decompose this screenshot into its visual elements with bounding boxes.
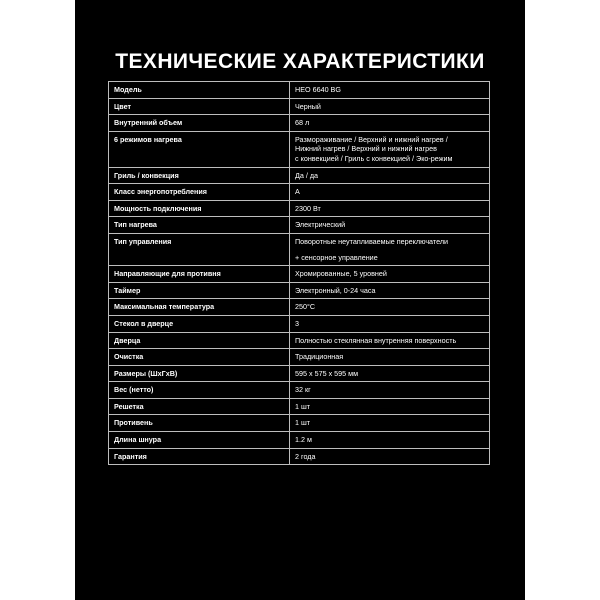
spec-value: [290, 382, 490, 399]
spec-value-line: 68 л: [295, 118, 310, 128]
spec-row: [109, 266, 490, 283]
spec-value: [290, 200, 490, 217]
spec-label: Дверца: [109, 332, 290, 349]
spec-label: Вес (нетто): [109, 382, 290, 399]
spec-value: [290, 266, 490, 283]
spec-value: [290, 432, 490, 449]
spec-value: [290, 315, 490, 332]
spec-value: [290, 82, 490, 99]
spec-value: [290, 115, 490, 132]
spec-value-line: 2 года: [295, 451, 316, 461]
spec-row: [109, 82, 490, 99]
spec-value: [290, 233, 490, 265]
spec-value-line: Полностью стеклянная внутренняя поверхность: [295, 335, 457, 345]
spec-label: Мощность подключения: [109, 200, 290, 217]
spec-value: [290, 299, 490, 316]
spec-value-line: 1 шт: [295, 418, 311, 428]
spec-row: [109, 398, 490, 415]
spec-row: [109, 332, 490, 349]
spec-label: Тип управления: [109, 233, 290, 265]
spec-label: Модель: [109, 82, 290, 99]
spec-value: [290, 167, 490, 184]
spec-label: Длина шнура: [109, 432, 290, 449]
spec-value: [290, 365, 490, 382]
spec-row: [109, 382, 490, 399]
spec-row: [109, 315, 490, 332]
spec-row: [109, 98, 490, 115]
spec-row: [109, 167, 490, 184]
spec-row: [109, 415, 490, 432]
spec-value-line: Электронный, 0-24 часа: [295, 285, 376, 295]
spec-row: [109, 282, 490, 299]
page-title: ТЕХНИЧЕСКИЕ ХАРАКТЕРИСТИКИ: [115, 50, 485, 73]
spec-value-line: Традиционная: [295, 352, 344, 362]
spec-label: Класс энергопотребления: [109, 184, 290, 201]
spec-label: Гриль / конвекция: [109, 167, 290, 184]
spec-label: Гарантия: [109, 448, 290, 465]
spec-value: [290, 349, 490, 366]
spec-value-line: HEO 6640 BG: [295, 85, 341, 94]
spec-row: [109, 349, 490, 366]
spec-label: Тип нагрева: [109, 217, 290, 234]
spec-value: [290, 398, 490, 415]
spec-label: Внутренний объем: [109, 115, 290, 132]
spec-row: [109, 432, 490, 449]
spec-row: [109, 200, 490, 217]
spec-value-line: 1 шт: [295, 401, 311, 411]
spec-label: Противень: [109, 415, 290, 432]
spec-label: Очистка: [109, 349, 290, 366]
spec-label: Направляющие для противня: [109, 266, 290, 283]
spec-row: [109, 115, 490, 132]
spec-value-line: Черный: [295, 101, 321, 111]
spec-row: [109, 184, 490, 201]
spec-value: [290, 332, 490, 349]
spec-label: Цвет: [109, 98, 290, 115]
spec-value: [290, 98, 490, 115]
spec-table: [108, 81, 490, 465]
spec-value: [290, 184, 490, 201]
spec-value-line: Электрический: [295, 220, 346, 230]
spec-sheet-panel: [75, 0, 525, 600]
spec-value-line: Нижний нагрев / Верхний и нижний нагрев: [295, 144, 437, 154]
spec-value-line: 250°C: [295, 302, 316, 312]
spec-value-line: с конвекцией / Гриль с конвекцией / Эко-режим: [295, 153, 453, 163]
spec-row: [109, 448, 490, 465]
spec-value-line: 1.2 м: [295, 435, 312, 445]
spec-value-line: 32 кг: [295, 385, 311, 395]
spec-row: [109, 299, 490, 316]
spec-value-line: + сенсорное управление: [295, 252, 378, 262]
spec-value: [290, 217, 490, 234]
spec-value: [290, 131, 490, 167]
spec-value-line: Хромированные, 5 уровней: [295, 269, 387, 279]
spec-label: 6 режимов нагрева: [109, 131, 290, 167]
spec-row: [109, 131, 490, 167]
spec-value: [290, 415, 490, 432]
spec-value-line: 3: [295, 318, 299, 328]
spec-row: [109, 233, 490, 265]
spec-value-line: А: [295, 187, 300, 197]
spec-label: Таймер: [109, 282, 290, 299]
spec-label: Решетка: [109, 398, 290, 415]
spec-value-line: Размораживание / Верхний и нижний нагрев /: [295, 134, 448, 144]
spec-value-line: 595 x 575 x 595 мм: [295, 368, 359, 378]
spec-row: [109, 365, 490, 382]
spec-value-line: 2300 Вт: [295, 203, 321, 213]
spec-value-line: Да / да: [295, 170, 319, 180]
spec-label: Стекол в дверце: [109, 315, 290, 332]
spec-value: [290, 448, 490, 465]
spec-value: [290, 282, 490, 299]
spec-row: [109, 217, 490, 234]
spec-label: Размеры (ШхГхВ): [109, 365, 290, 382]
spec-label: Максимальная температура: [109, 299, 290, 316]
spec-value-line: Поворотные неутапливаемые переключатели: [295, 236, 449, 246]
